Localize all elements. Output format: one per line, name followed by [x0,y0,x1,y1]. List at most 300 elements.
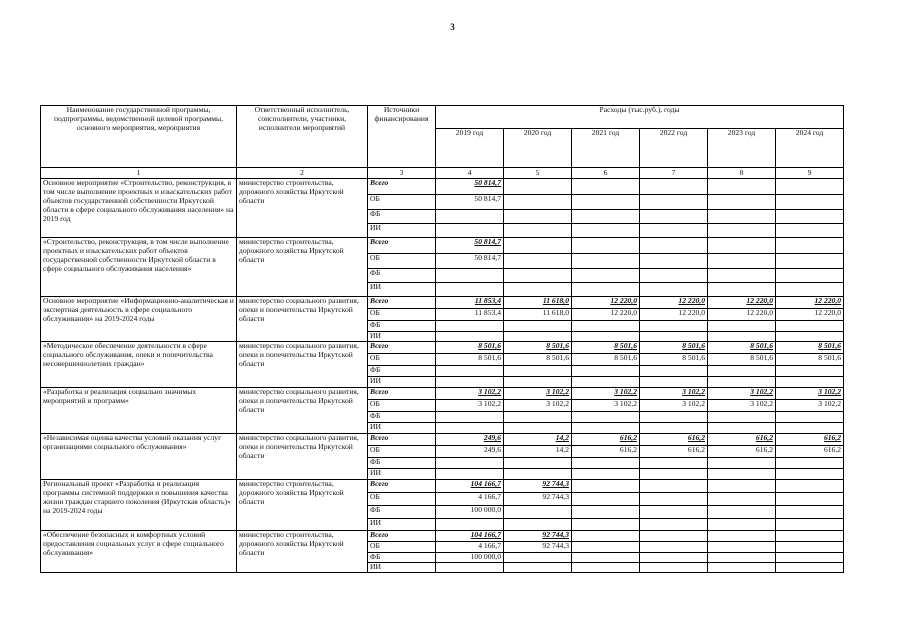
expense-cell [436,283,504,297]
program-name: Основное мероприятие «Информационно-аналитическая и экспертная деятельность в сфере социального обслуживания» на 2019-2024 годы [41,297,237,342]
expense-cell: 8 501,6 [436,354,504,366]
expense-cell [776,434,844,446]
expense-cell [776,342,844,354]
expense-cell [504,269,572,283]
column-number: 1 [41,168,237,179]
expense-cell [708,423,776,434]
funding-source: ФБ [368,412,436,423]
funding-source: ОБ [368,446,436,458]
expense-cell [708,412,776,423]
expense-cell [640,342,708,354]
expense-cell [504,179,572,195]
expense-value: 616,2 [687,433,705,442]
column-number: 9 [776,168,844,179]
header-year: 2021 год [572,129,640,168]
expense-cell [640,332,708,342]
funding-source: ИИ [368,562,436,572]
expense-cell [436,562,504,572]
expense-cell [504,434,572,446]
expense-value: 3 102,2 [614,387,637,396]
expense-cell [572,493,640,506]
expense-cell [504,332,572,342]
expense-cell [436,366,504,377]
program-name: «Методическое обеспечение деятельности в сфере социального обслуживания, опеки и попечительства несовершеннолетних граждан» [41,342,237,388]
expense-cell [708,283,776,297]
expense-cell [640,542,708,553]
funding-source: ОБ [368,542,436,553]
expense-cell [640,269,708,283]
expense-cell [504,480,572,493]
table-row [41,480,844,493]
expense-value: 8 501,6 [614,341,637,350]
funding-source: ИИ [368,423,436,434]
expense-cell [640,531,708,542]
expense-cell [708,342,776,354]
header-source: Источники финансирования [368,106,436,168]
expense-cell: 3 102,2 [504,400,572,412]
expense-cell [572,506,640,519]
expense-cell [640,562,708,572]
responsible-executor: министерство строительства, дорожного хозяйства Иркутской области [237,531,368,573]
program-name: Основное мероприятие «Строительство, реконструкция, в том числе выполнение проектных и изыскательских работ объектов государственной собственности Иркутской области в сфере социального обслуживания населения» на 2019 год [41,179,237,238]
expense-cell [708,254,776,269]
expense-cell [640,519,708,531]
expense-cell: 11 618,0 [504,309,572,321]
expense-value: 12 220,0 [610,296,637,305]
expense-cell [708,269,776,283]
expense-cell [708,238,776,254]
expense-cell [640,388,708,400]
expense-cell: 249,6 [436,446,504,458]
responsible-executor: министерство строительства, дорожного хозяйства Иркутской области [237,179,368,238]
funding-source: ФБ [368,269,436,283]
expense-value: 14,2 [555,433,569,442]
expense-cell [572,388,640,400]
expense-cell [436,269,504,283]
expense-cell [776,377,844,388]
funding-source: Всего [368,238,436,254]
expense-cell [504,224,572,238]
expense-cell [776,224,844,238]
expense-cell [776,531,844,542]
expense-cell [436,238,504,254]
funding-source: Всего [368,531,436,542]
expense-cell [504,377,572,388]
responsible-executor: министерство социального развития, опеки и попечительства Иркутской области [237,297,368,342]
column-number: 4 [436,168,504,179]
funding-source: ФБ [368,366,436,377]
program-name: «Строительство, реконструкция, в том числе выполнение проектных и изыскательских работ объектов государственной собственности Иркутской области в сфере социального обслуживания населения» [41,238,237,297]
expense-cell [640,506,708,519]
expense-cell: 100 000,0 [436,553,504,563]
expense-value: 616,2 [755,433,773,442]
expense-cell [572,269,640,283]
funding-source: ИИ [368,377,436,388]
funding-source: ИИ [368,469,436,480]
expense-cell [436,297,504,309]
funding-source: Всего [368,480,436,493]
expense-cell [504,195,572,210]
funding-source: ОБ [368,400,436,412]
expense-cell [776,269,844,283]
funding-source: ОБ [368,354,436,366]
expense-cell [708,321,776,332]
expense-cell [572,412,640,423]
expense-value: 11 853,4 [474,296,501,305]
expense-value: 50 814,7 [474,237,501,246]
funding-source: ИИ [368,332,436,342]
expense-cell [640,224,708,238]
expense-cell: 100 000,0 [436,506,504,519]
expense-cell: 616,2 [640,446,708,458]
expense-cell [640,366,708,377]
expense-cell [640,210,708,224]
table-row [41,531,844,542]
expense-cell [708,224,776,238]
expense-cell: 616,2 [776,446,844,458]
expense-cell [572,297,640,309]
expense-cell [776,238,844,254]
expense-cell [436,179,504,195]
expense-value: 12 220,0 [746,296,773,305]
expense-cell [572,553,640,563]
expense-cell [640,412,708,423]
expense-cell [776,562,844,572]
responsible-executor: министерство социального развития, опеки и попечительства Иркутской области [237,388,368,434]
funding-source: Всего [368,388,436,400]
expense-cell [776,480,844,493]
table-row [41,179,844,195]
expense-cell [640,254,708,269]
expense-cell [708,506,776,519]
expense-cell: 8 501,6 [572,354,640,366]
expense-cell [572,458,640,469]
expense-value: 8 501,6 [546,341,569,350]
expense-cell [572,562,640,572]
expense-cell: 50 814,7 [436,195,504,210]
expense-value: 3 102,2 [478,387,501,396]
expense-cell: 4 166,7 [436,542,504,553]
program-name: «Разработка и реализация социально значимых мероприятий и программ» [41,388,237,434]
expense-cell [708,297,776,309]
header-year: 2019 год [436,129,504,168]
expense-cell: 50 814,7 [436,254,504,269]
column-number: 5 [504,168,572,179]
funding-source: ФБ [368,506,436,519]
expense-cell [572,377,640,388]
expense-cell [436,519,504,531]
expense-cell [708,531,776,542]
expense-cell: 12 220,0 [708,309,776,321]
expense-cell [572,238,640,254]
funding-source: ФБ [368,210,436,224]
expense-cell [708,332,776,342]
funding-source: ИИ [368,224,436,238]
expense-cell [436,377,504,388]
expense-cell [572,423,640,434]
expense-value: 8 501,6 [682,341,705,350]
expense-cell [572,179,640,195]
expense-cell [640,297,708,309]
expense-cell [504,553,572,563]
expense-value: 11 618,0 [542,296,569,305]
expense-cell: 3 102,2 [572,400,640,412]
expense-cell [436,332,504,342]
responsible-executor: министерство строительства, дорожного хозяйства Иркутской области [237,480,368,531]
expense-cell: 8 501,6 [708,354,776,366]
expense-value: 92 744,3 [542,479,569,488]
column-number: 8 [708,168,776,179]
expense-cell [776,553,844,563]
expense-value: 8 501,6 [750,341,773,350]
expense-cell [776,493,844,506]
expense-cell [504,469,572,480]
expense-cell [708,519,776,531]
header-year: 2024 год [776,129,844,168]
column-number: 6 [572,168,640,179]
expense-cell: 8 501,6 [776,354,844,366]
header-year: 2022 год [640,129,708,168]
expense-cell: 12 220,0 [572,309,640,321]
expense-cell [572,519,640,531]
expense-cell [436,321,504,332]
column-number: 2 [237,168,368,179]
expense-cell [708,195,776,210]
expense-cell [572,332,640,342]
expense-cell [572,366,640,377]
expense-value: 50 814,7 [474,178,501,187]
expense-cell [776,297,844,309]
expense-cell [572,531,640,542]
expense-cell [640,377,708,388]
funding-source: ИИ [368,283,436,297]
expense-cell [504,254,572,269]
expense-cell [436,434,504,446]
expense-cell: 616,2 [708,446,776,458]
expense-cell [572,469,640,480]
expense-cell [776,458,844,469]
expense-cell [776,366,844,377]
budget-table [40,105,844,573]
expense-cell [708,179,776,195]
expense-cell [572,342,640,354]
expense-cell [776,423,844,434]
expense-cell [504,458,572,469]
table-row [41,297,844,309]
expense-cell [640,423,708,434]
expense-cell [776,388,844,400]
expense-cell: 14,2 [504,446,572,458]
header-year: 2020 год [504,129,572,168]
expense-cell [504,423,572,434]
funding-source: ОБ [368,493,436,506]
expense-cell: 8 501,6 [640,354,708,366]
expense-cell [708,469,776,480]
expense-cell [640,238,708,254]
expense-cell [504,342,572,354]
expense-cell: 616,2 [572,446,640,458]
expense-cell [436,423,504,434]
program-name: Региональный проект «Разработка и реализация программы системной поддержки и повышения качества жизни граждан старшего поколения (Иркутская область)» на 2019-2024 годы [41,480,237,531]
expense-cell [776,412,844,423]
expense-cell: 4 166,7 [436,493,504,506]
expense-cell [776,542,844,553]
expense-cell [436,480,504,493]
expense-value: 12 220,0 [814,296,842,305]
expense-cell: 92 744,3 [504,542,572,553]
table-row [41,388,844,400]
expense-cell [640,480,708,493]
program-name: «Обеспечение безопасных и комфортных условий предоставления социальных услуг в сфере социального обслуживания» [41,531,237,573]
expense-cell: 12 220,0 [640,309,708,321]
funding-source: Всего [368,297,436,309]
expense-cell: 3 102,2 [708,400,776,412]
expense-cell [504,531,572,542]
header-row [41,106,844,129]
expense-cell [504,506,572,519]
funding-source: ИИ [368,519,436,531]
expense-cell [708,542,776,553]
expense-cell [436,458,504,469]
table-row [41,342,844,354]
expense-cell [776,283,844,297]
expense-cell [572,254,640,269]
expense-cell [504,297,572,309]
table-body [41,179,844,573]
header-name: Наименование государственной программы, подпрограммы, ведомственной целевой программы, основного мероприятия, мероприятия [41,106,237,168]
expense-cell [436,531,504,542]
expense-cell [776,254,844,269]
expense-value: 3 102,2 [750,387,773,396]
expense-cell [436,412,504,423]
expense-value: 616,2 [823,433,842,442]
expense-value: 8 501,6 [818,341,842,350]
expense-value: 249,6 [483,433,501,442]
expense-cell [708,493,776,506]
expense-cell [504,238,572,254]
expense-cell: 8 501,6 [504,354,572,366]
expense-cell [640,493,708,506]
expense-cell [708,388,776,400]
expense-cell [504,283,572,297]
expense-cell [776,332,844,342]
expense-value: 3 102,2 [818,387,842,396]
expense-cell [504,388,572,400]
expense-cell [504,519,572,531]
expense-cell [572,321,640,332]
expense-cell [776,179,844,195]
expense-cell [572,210,640,224]
expense-cell [640,195,708,210]
responsible-executor: министерство социального развития, опеки и попечительства Иркутской области [237,342,368,388]
expense-cell [708,210,776,224]
expense-value: 3 102,2 [546,387,569,396]
expense-cell [640,283,708,297]
expense-cell [504,321,572,332]
expense-value: 3 102,2 [682,387,705,396]
column-number-row [41,168,844,179]
program-name: «Независимая оценка качества условий оказания услуг организациями социального обслуживания» [41,434,237,480]
expense-cell [776,321,844,332]
expense-cell: 3 102,2 [436,400,504,412]
funding-source: ОБ [368,309,436,321]
expense-cell [708,458,776,469]
funding-source: Всего [368,342,436,354]
expense-cell [572,283,640,297]
expense-cell [572,480,640,493]
page-number: 3 [450,22,455,32]
expense-cell [708,377,776,388]
expense-cell: 3 102,2 [776,400,844,412]
expense-cell: 92 744,3 [504,493,572,506]
expense-value: 8 501,6 [478,341,501,350]
expense-cell [572,224,640,238]
expense-cell [776,195,844,210]
expense-cell [504,562,572,572]
expense-cell [708,480,776,493]
column-number: 3 [368,168,436,179]
expense-cell [572,195,640,210]
expense-value: 616,2 [619,433,637,442]
expense-cell [436,342,504,354]
expense-cell [640,553,708,563]
expense-cell [708,434,776,446]
expense-cell [504,210,572,224]
funding-source: Всего [368,434,436,446]
expense-value: 12 220,0 [678,296,705,305]
expense-cell [776,506,844,519]
responsible-executor: министерство строительства, дорожного хозяйства Иркутской области [237,238,368,297]
funding-source: Всего [368,179,436,195]
funding-source: ФБ [368,321,436,332]
expense-cell [436,388,504,400]
funding-source: ОБ [368,195,436,210]
expense-cell [708,553,776,563]
expense-cell [640,434,708,446]
column-number: 7 [640,168,708,179]
expense-cell [436,469,504,480]
expense-cell: 11 853,4 [436,309,504,321]
funding-source: ФБ [368,553,436,563]
expense-value: 104 166,7 [470,530,501,539]
expense-cell [504,412,572,423]
expense-cell [572,434,640,446]
expense-cell [708,366,776,377]
table-row [41,238,844,254]
header-expenses: Расходы (тыс.руб.), годы [436,106,844,129]
expense-value: 92 744,3 [542,530,569,539]
expense-cell: 3 102,2 [640,400,708,412]
expense-cell: 12 220,0 [776,309,844,321]
expense-cell [776,519,844,531]
funding-source: ОБ [368,254,436,269]
expense-cell [504,366,572,377]
expense-value: 104 166,7 [470,479,501,488]
expense-cell [640,179,708,195]
expense-cell [776,469,844,480]
funding-source: ФБ [368,458,436,469]
expense-cell [572,542,640,553]
expense-cell [436,224,504,238]
header-responsible: Ответственный исполнитель, соисполнители, участники, исполнители мероприятий [237,106,368,168]
expense-cell [708,562,776,572]
expense-cell [640,321,708,332]
responsible-executor: министерство социального развития, опеки и попечительства Иркутской области [237,434,368,480]
expense-cell [640,458,708,469]
header-year: 2023 год [708,129,776,168]
expense-cell [776,210,844,224]
expense-cell [436,210,504,224]
